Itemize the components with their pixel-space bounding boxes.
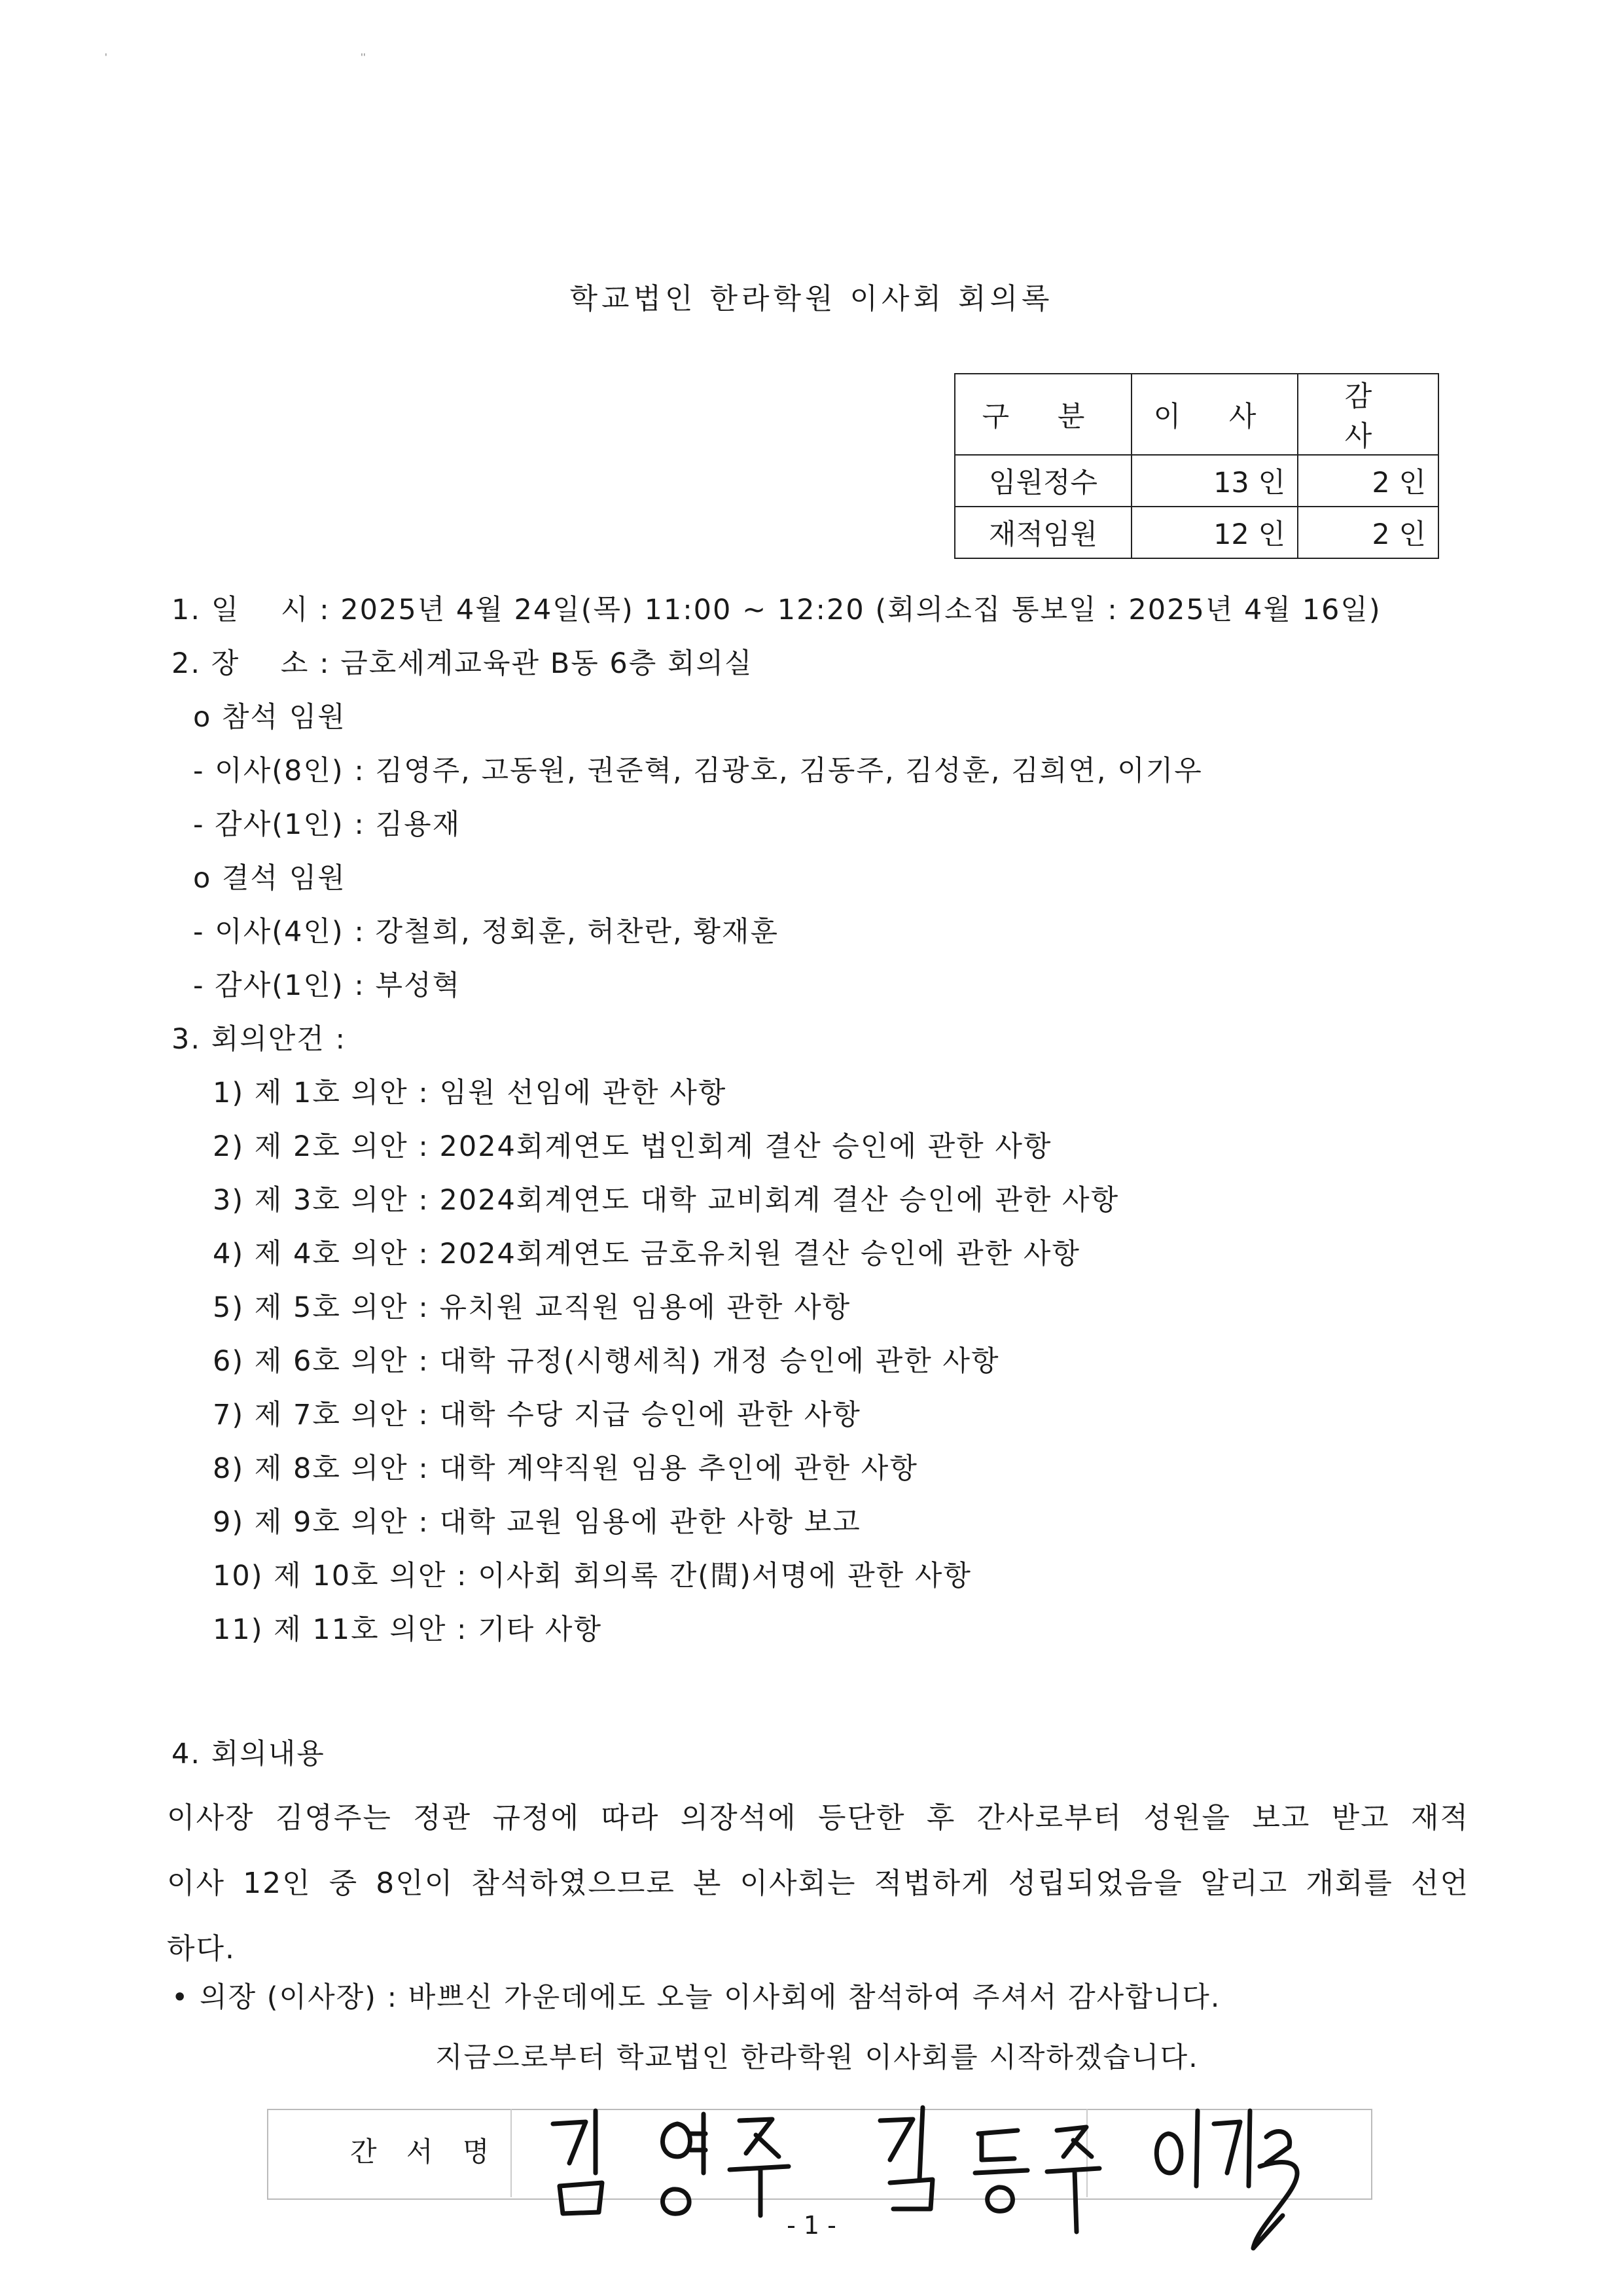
chair-remark: • 의장 (이사장) : 바쁘신 가운데에도 오늘 이사회에 참석하여 주셔서 감사합니다. xyxy=(171,1981,1221,2014)
agenda-item: 9) 제 9호 의안 : 대학 교원 임용에 관한 사항 보고 xyxy=(213,1506,861,1539)
absent-header: o 결석 임원 xyxy=(193,862,346,895)
agenda-item: 10) 제 10호 의안 : 이사회 회의록 간(間)서명에 관한 사항 xyxy=(213,1560,972,1592)
document-title: 학교법인 한라학원 이사회 회의록 xyxy=(569,282,1054,315)
agenda-header: 3. 회의안건 : xyxy=(171,1023,347,1056)
agenda-item: 2) 제 2호 의안 : 2024회계연도 법인회계 결산 승인에 관한 사항 xyxy=(213,1130,1052,1163)
header-directors: 이 사 xyxy=(1132,374,1298,455)
agenda-item: 4) 제 4호 의안 : 2024회계연도 금호유치원 결산 승인에 관한 사항 xyxy=(213,1238,1080,1270)
agenda-item: 7) 제 7호 의안 : 대학 수당 지급 승인에 관한 사항 xyxy=(213,1399,861,1431)
absent-directors: - 이사(4인) : 강철희, 정회훈, 허찬란, 황재훈 xyxy=(193,916,779,948)
signature-divider xyxy=(510,2109,512,2197)
row-label: 임원정수 xyxy=(955,455,1132,507)
content-paragraph-line: 하다. xyxy=(167,1932,236,1965)
content-paragraph-line: 이사 12인 중 8인이 참석하였으므로 본 이사회는 적법하게 성립되었음을 알리고 개회를 선언 xyxy=(167,1867,1469,1900)
table-row xyxy=(955,507,1438,558)
table-row xyxy=(955,455,1438,507)
signature-kim-youngju xyxy=(553,2111,789,2215)
present-header: o 참석 임원 xyxy=(193,701,346,734)
agenda-item: 8) 제 8호 의안 : 대학 계약직원 임용 추인에 관한 사항 xyxy=(213,1452,918,1485)
agenda-item: 11) 제 11호 의안 : 기타 사항 xyxy=(213,1613,603,1646)
table-header-row xyxy=(955,374,1438,455)
signature-label: 간 서 명 xyxy=(350,2136,500,2168)
chair-remark-continued: 지금으로부터 학교법인 한라학원 이사회를 시작하겠습니다. xyxy=(435,2041,1199,2074)
content-header: 4. 회의내용 xyxy=(171,1738,325,1770)
summary-table xyxy=(954,373,1439,559)
page-number: - 1 - xyxy=(787,2211,836,2240)
present-directors: - 이사(8인) : 김영주, 고동원, 권준혁, 김광호, 김동주, 김성훈, 김희연, 이기우 xyxy=(193,755,1203,787)
meeting-place: 2. 장 소 : 금호세계교육관 B동 6층 회의실 xyxy=(171,647,753,680)
content-paragraph-line: 이사장 김영주는 정관 규정에 따라 의장석에 등단한 후 간사로부터 성원을 보고 받고 재적 xyxy=(167,1801,1469,1835)
scan-specks: ' '' xyxy=(105,52,366,63)
header-category: 구 분 xyxy=(955,374,1132,455)
agenda-item: 5) 제 5호 의안 : 유치원 교직원 임용에 관한 사항 xyxy=(213,1291,851,1324)
meeting-datetime: 1. 일 시 : 2025년 4월 24일(목) 11:00 ~ 12:20 (회의소집 통보일 : 2025년 4월 16일) xyxy=(171,594,1382,626)
absent-auditors: - 감사(1인) : 부성혁 xyxy=(193,969,461,1002)
present-auditors: - 감사(1인) : 김용재 xyxy=(193,808,461,841)
agenda-item: 1) 제 1호 의안 : 임원 선임에 관한 사항 xyxy=(213,1077,727,1109)
row-directors: 12 인 xyxy=(1132,507,1298,558)
agenda-item: 6) 제 6호 의안 : 대학 규정(시행세칙) 개정 승인에 관한 사항 xyxy=(213,1345,1000,1378)
row-label: 재적임원 xyxy=(955,507,1132,558)
row-auditors: 2 인 xyxy=(1298,507,1438,558)
agenda-item: 3) 제 3호 의안 : 2024회계연도 대학 교비회계 결산 승인에 관한 사항 xyxy=(213,1184,1120,1217)
header-auditors: 감 사 xyxy=(1298,374,1438,455)
row-auditors: 2 인 xyxy=(1298,455,1438,507)
row-directors: 13 인 xyxy=(1132,455,1298,507)
